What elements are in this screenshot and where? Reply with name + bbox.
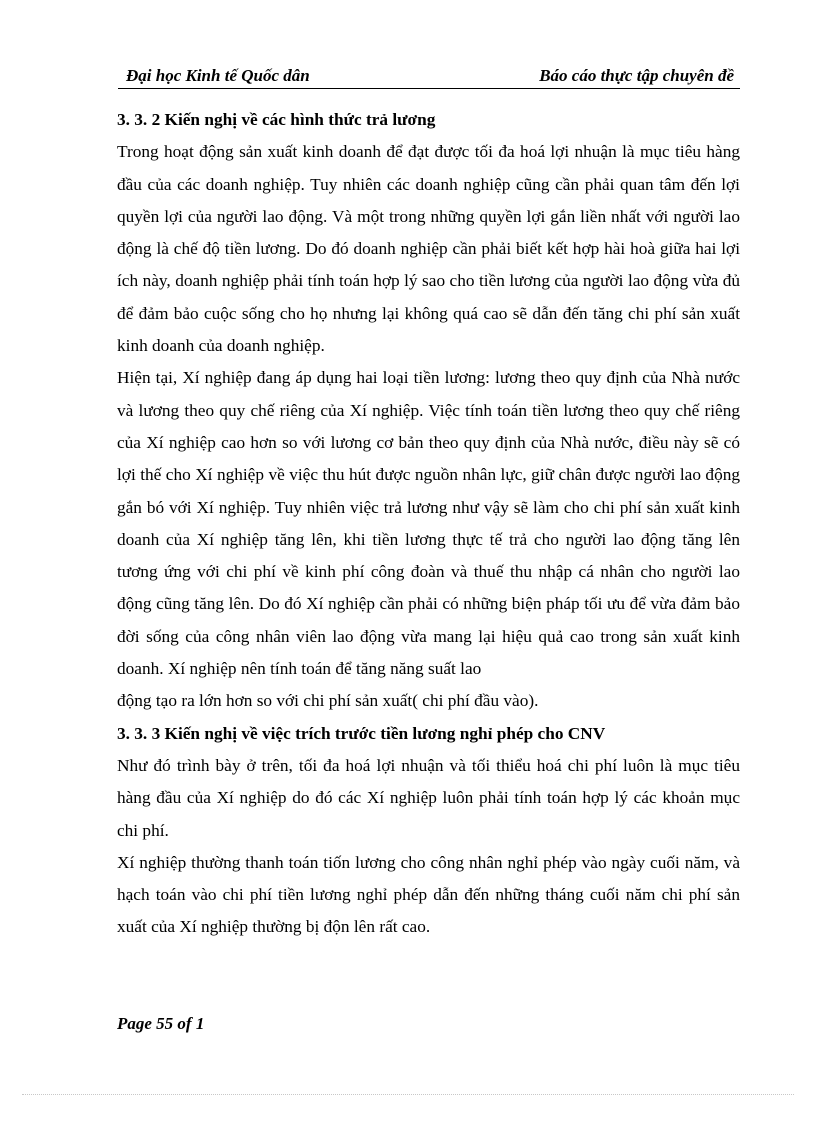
- section-heading-3-3-2: 3. 3. 2 Kiến nghị về các hình thức trả lương: [117, 110, 436, 129]
- page-header: [118, 64, 740, 89]
- paragraph: Trong hoạt động sản xuất kinh doanh để đạt được tối đa hoá lợi nhuận là mục tiêu hàng đầu của các doanh nghiệp. Tuy nhiên các doanh nghiệp cũng cần phải quan tâm đến lợi quyền lợi của người lao động. Và một trong những quyền lợi gắn liền nhất với người lao động là chế độ tiền lương. Do đó doanh nghiệp cần phải biết kết hợp hài hoà giữa hai lợi ích này, doanh nghiệp phải tính toán hợp lý sao cho tiền lương của người lao động vừa đủ để đảm bảo cuộc sống cho họ nhưng lại không quá cao sẽ dẫn đến tăng chi phí sản xuất kinh doanh của doanh nghiệp.: [117, 142, 740, 356]
- page-number: Page 55 of 1: [117, 1014, 205, 1033]
- page-bottom-divider: [22, 1094, 794, 1095]
- paragraph: động tạo ra lớn hơn so với chi phí sản xuất( chi phí đầu vào).: [117, 691, 539, 711]
- section-heading-3-3-3: 3. 3. 3 Kiến nghị về việc trích trước tiền lương nghỉ phép cho CNV: [117, 723, 606, 743]
- document-body: [117, 104, 740, 944]
- paragraph: Xí nghiệp thường thanh toán tiốn lương cho công nhân nghỉ phép vào ngày cuối năm, và hạch toán vào chi phí tiền lương nghỉ phép dẫn đến những tháng cuối năm chi phí sản xuất của Xí nghiệp thường bị độn lên rất cao.: [117, 852, 740, 937]
- header-report-title: Báo cáo thực tập chuyên đề: [539, 66, 734, 85]
- paragraph: Hiện tại, Xí nghiệp đang áp dụng hai loại tiền lương: lương theo quy định của Nhà nước và lương theo quy chế riêng của Xí nghiệp. Việc tính toán tiền lương theo quy chế riêng của Xí nghiệp cao hơn so với lương cơ bản theo quy định của Nhà nước, điều này sẽ có lợi thế cho Xí nghiệp về việc thu hút được nguồn nhân lực, giữ chân được người lao động gắn bó với Xí nghiệp. Tuy nhiên việc trả lương như vậy sẽ làm cho chi phí sản xuất kinh doanh của Xí nghiệp tăng lên, khi tiền lương thực tế trả cho người lao động tăng lên tương ứng với chi phí về kinh phí công đoàn và thuế thu nhập cá nhân cho người lao động cũng tăng lên. Do đó Xí nghiệp cần phải có những biện pháp tối ưu để vừa đảm bảo đời sống của công nhân viên lao động vừa mang lại hiệu quả cao trong sản xuất kinh doanh. Xí nghiệp nên tính toán để tăng năng suất lao: [117, 368, 740, 679]
- header-university: Đại học Kinh tế Quốc dân: [126, 66, 310, 85]
- paragraph: Như đó trình bày ở trên, tối đa hoá lợi nhuận và tối thiểu hoá chi phí luôn là mục tiêu hàng đầu của Xí nghiệp do đó các Xí nghiệp luôn phải tính toán hợp lý các khoản mục chi phí.: [117, 755, 740, 840]
